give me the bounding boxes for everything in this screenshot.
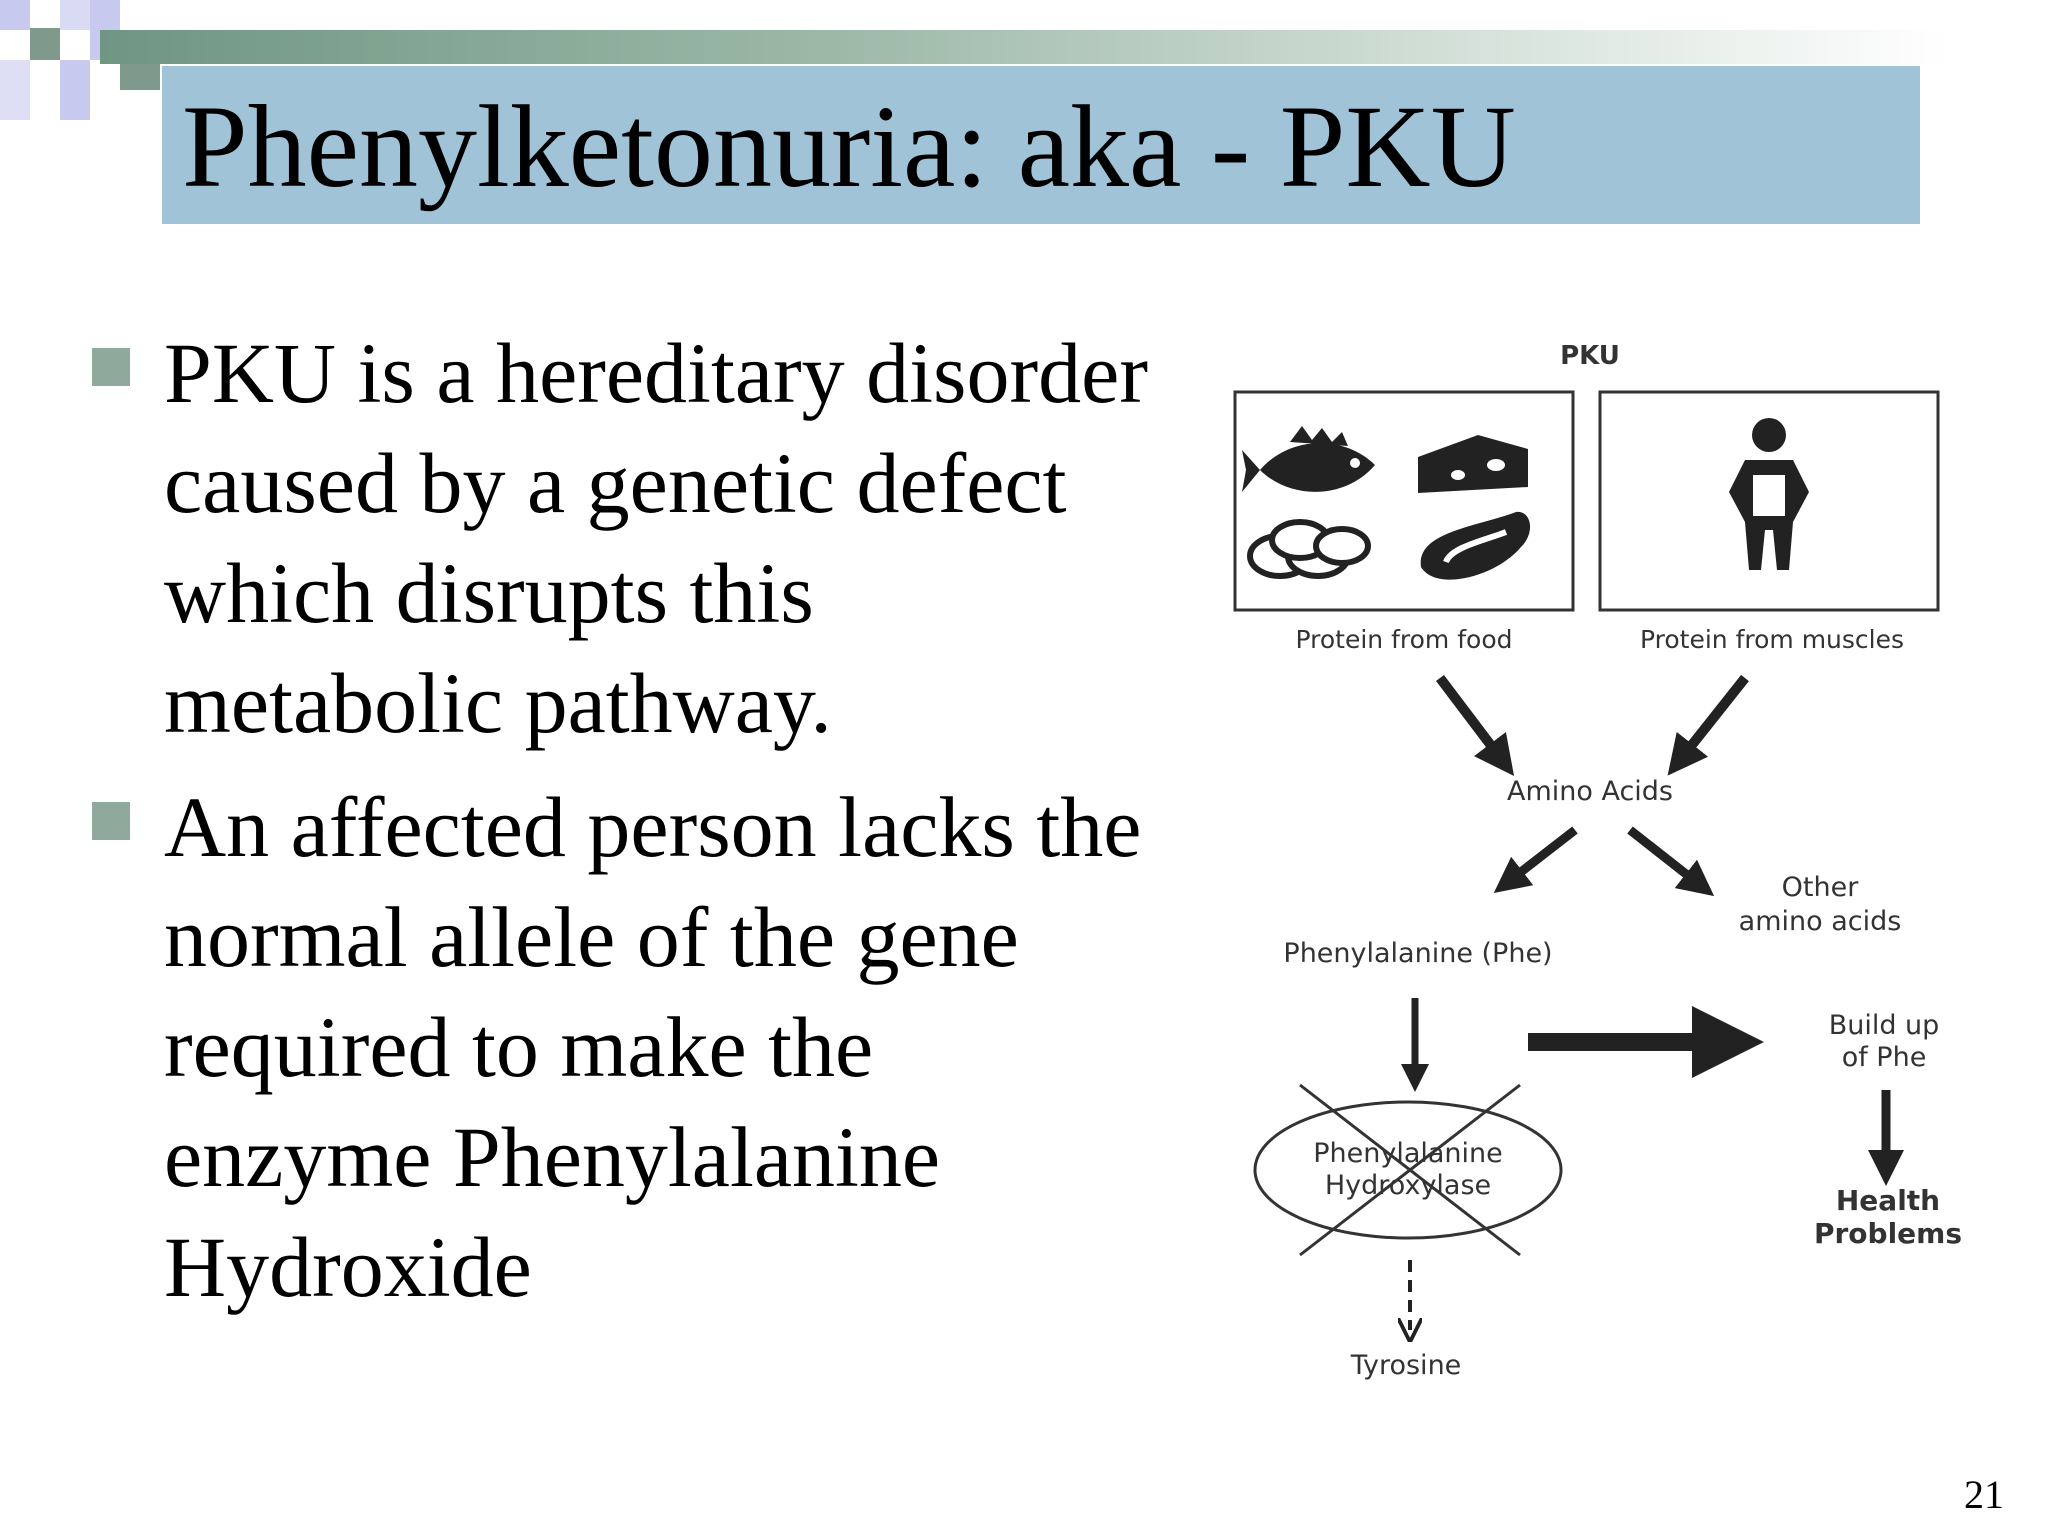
eggs-icon — [1250, 522, 1368, 576]
label-buildup-1: Build up — [1828, 1010, 1940, 1041]
square-bullet-icon — [92, 348, 130, 386]
square-bullet-icon — [92, 802, 130, 840]
bullet-text: PKU is a hereditary disorder caused by a genetic defect which disrupts this metabolic pathway. — [164, 325, 1148, 751]
label-protein-food: Protein from food — [1295, 625, 1513, 654]
arrow-muscles-to-amino — [1680, 678, 1745, 760]
arrow-food-to-amino — [1440, 678, 1502, 760]
bullet-item — [86, 772, 1156, 1322]
bullet-list — [86, 318, 1156, 1336]
corner-square — [0, 0, 30, 30]
corner-square — [90, 0, 120, 30]
person-icon — [1729, 418, 1809, 570]
label-buildup-2: of Phe — [1841, 1042, 1927, 1073]
corner-square — [30, 28, 60, 60]
corner-square — [0, 60, 30, 120]
label-phenylalanine: Phenylalanine (Phe) — [1283, 938, 1553, 969]
corner-square — [60, 0, 90, 30]
fish-icon — [1242, 426, 1375, 492]
corner-square — [120, 60, 160, 90]
corner-square — [60, 60, 90, 120]
arrow-amino-to-phe — [1508, 830, 1575, 882]
meat-icon — [1421, 512, 1530, 580]
diagram-title: PKU — [1560, 341, 1620, 371]
label-other-1: Other — [1781, 872, 1859, 903]
label-other-2: amino acids — [1738, 906, 1902, 937]
label-health-2: Problems — [1813, 1217, 1963, 1250]
label-amino-acids: Amino Acids — [1506, 776, 1674, 807]
page-number: 21 — [1964, 1472, 2004, 1517]
label-enzyme-1: Phenylalanine — [1313, 1138, 1503, 1169]
slide-title: Phenylketonuria: aka - PKU — [182, 81, 1516, 212]
label-health-1: Health — [1835, 1184, 1941, 1217]
title-rule — [100, 30, 1950, 64]
bullet-item — [86, 318, 1156, 758]
label-protein-muscles: Protein from muscles — [1639, 625, 1905, 654]
pku-diagram — [1220, 330, 2000, 1410]
label-tyrosine: Tyrosine — [1350, 1350, 1462, 1381]
label-enzyme-2: Hydroxylase — [1324, 1170, 1492, 1201]
arrow-amino-to-other — [1630, 830, 1700, 885]
cheese-icon — [1418, 435, 1528, 493]
bullet-text: An affected person lacks the normal allele of the gene required to make the enzyme Phenylalanine Hydroxide — [164, 779, 1142, 1315]
